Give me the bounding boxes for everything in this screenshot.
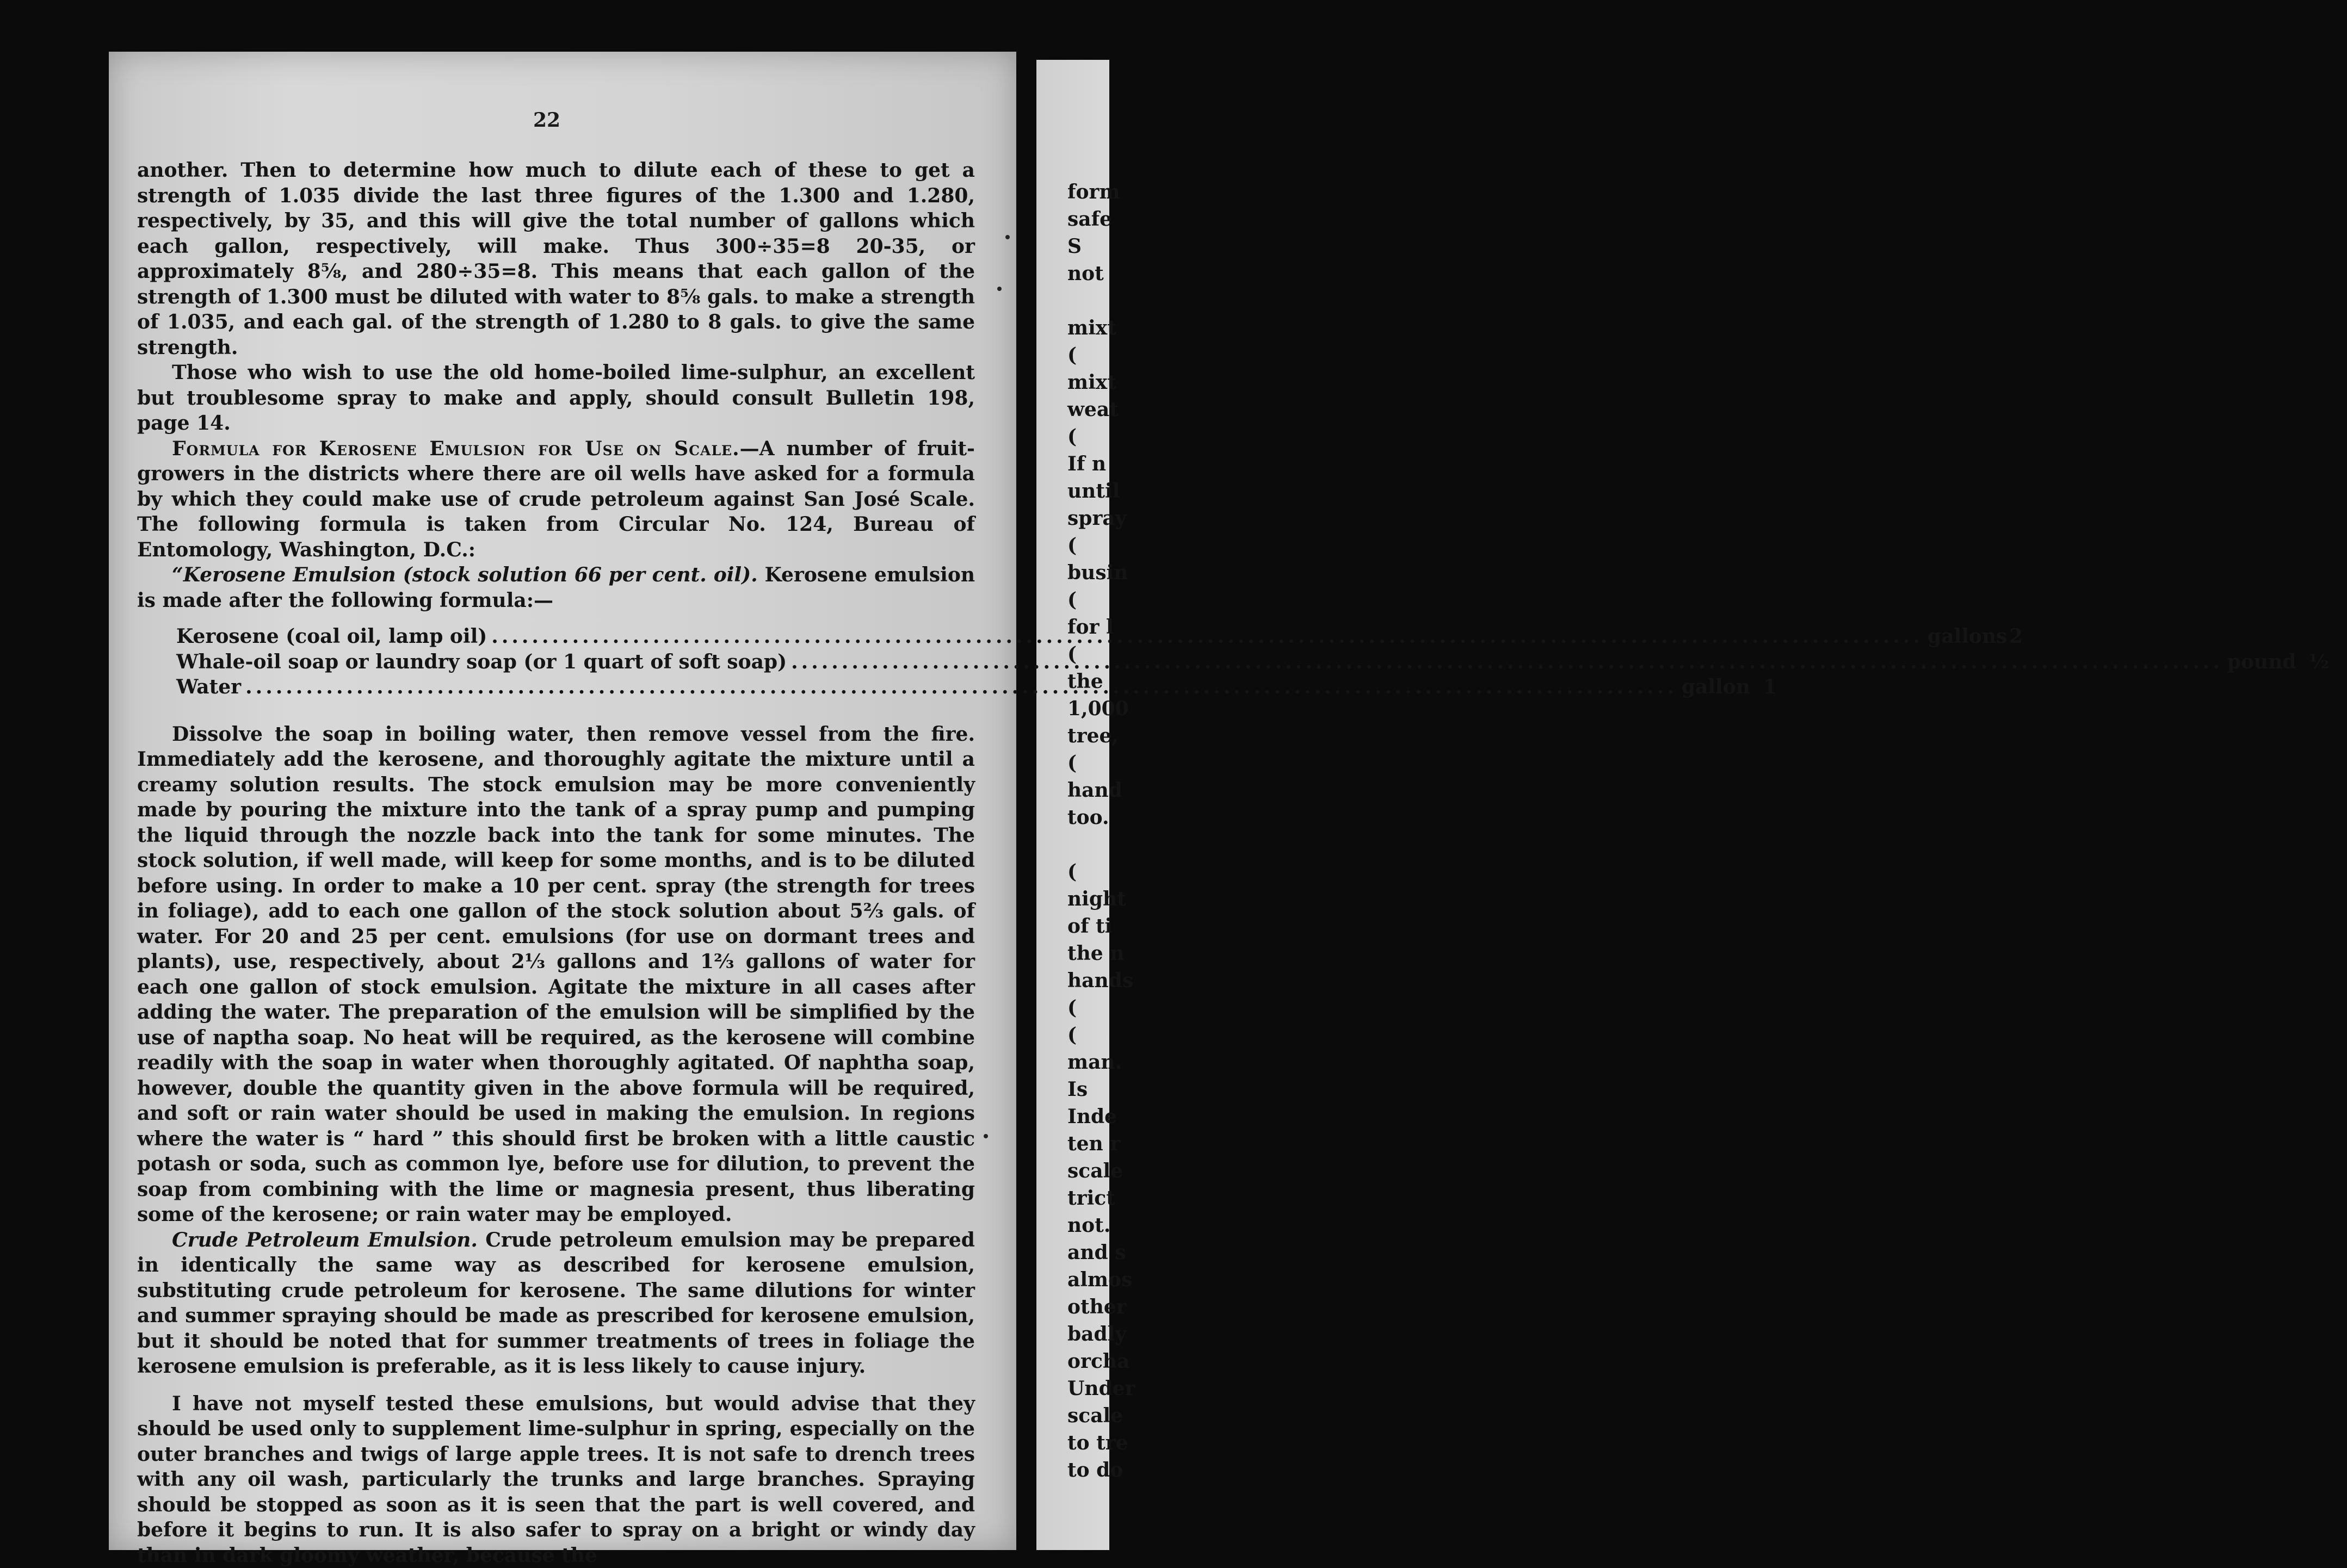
formula-qty: 1	[1763, 674, 1801, 700]
leader-dots	[245, 674, 1677, 700]
formula-list	[176, 624, 965, 700]
speck-mark	[984, 1134, 988, 1138]
formula-unit: pound	[2227, 649, 2309, 675]
paragraph-home-boiled: Those who wish to use the old home-boiled lime-sulphur, an excellent but troublesome spray to make and apply, should consult Bulletin 198, page 14.	[137, 360, 975, 436]
formula-item: Whale-oil soap or laundry soap (or 1 quart of soft soap)	[176, 649, 787, 675]
right-page-fragment: until	[1067, 479, 1120, 504]
formula-qty: 2	[2009, 624, 2047, 649]
right-page-fragment: (	[1067, 533, 1077, 558]
right-page-fragment: (	[1067, 642, 1077, 667]
right-page-fragment: hand	[1067, 778, 1122, 803]
formula-row	[176, 674, 965, 700]
right-page-fragment: not.	[1067, 1213, 1110, 1238]
right-page-fragment: other	[1067, 1294, 1127, 1319]
formula-row	[176, 624, 965, 649]
paragraph-dissolve: Dissolve the soap in boiling water, then remove vessel from the fire. Immediately add the kerosene, and thoroughly agitate the mixture until a creamy solution results. The stock emulsion may be more conveniently made by pouring the mixture into the tank of a spray pump and pumping the liquid through the nozzle back into the tank for some minutes. The stock solution, if well made, will keep for some months, and is to be diluted before using. In order to make a 10 per cent. spray (the strength for trees in foliage), add to each one gallon of the stock solution about 5⅔ gals. of water. For 20 and 25 per cent. emulsions (for use on dormant trees and plants), use, respectively, about 2⅓ gallons and 1⅔ gallons of water for each one gallon of stock emulsion. Agitate the mixture in all cases after adding the water. The preparation of the emulsion will be simplified by the use of naptha soap. No heat will be required, as the kerosene will combine readily with the soap in water when thoroughly agitated. Of naphtha soap, however, double the quantity given in the above formula will be required, and soft or rain water should be used in making the emulsion. In regions where the water is “ hard ” this should first be broken with a little caustic potash or soda, such as common lye, before use for dilution, to prevent the soap from combining with the lime or magnesia present, thus liberating some of the kerosene; or rain water may be employed.	[137, 722, 975, 1228]
right-page-fragment: Is	[1067, 1077, 1088, 1102]
right-page-fragment: man.	[1067, 1050, 1122, 1075]
section-heading-kerosene: Formula for Kerosene Emulsion for Use on Scale.	[172, 437, 740, 460]
right-page-fragment: mixt	[1067, 370, 1116, 395]
right-page-fragment: spray	[1067, 506, 1127, 531]
right-page-fragment: hands	[1067, 968, 1133, 993]
right-page-fragment: mixt	[1067, 315, 1116, 340]
leader-dots	[791, 649, 2223, 675]
right-page-fragment: busin	[1067, 560, 1128, 585]
formula-unit: gallons	[1928, 624, 2009, 649]
right-page-fragment: for l	[1067, 615, 1114, 640]
right-page-fragment: too.	[1067, 805, 1109, 830]
right-page-fragment: and s	[1067, 1240, 1126, 1265]
formula-unit: gallon	[1682, 674, 1763, 700]
right-page-fragment: the n	[1067, 941, 1124, 966]
right-page-fragment: tree,	[1067, 723, 1119, 748]
right-page-fragment: (	[1067, 587, 1077, 612]
paragraph-gap	[137, 1379, 975, 1391]
right-page-fragment: of ti	[1067, 914, 1112, 939]
right-page-fragment: weat	[1067, 397, 1119, 422]
right-page-fragment: (	[1067, 424, 1077, 449]
right-page-fragment: safe	[1067, 207, 1112, 232]
right-page-fragment: night	[1067, 887, 1126, 912]
right-page-fragment: ten r	[1067, 1131, 1120, 1156]
right-page-fragment: Under	[1067, 1376, 1135, 1401]
right-page-fragment: almos	[1067, 1267, 1132, 1292]
paragraph-oil-wells: growers in the districts where there are oil wells have asked for a formula by which they could make use of crude petroleum against San José Scale. The following formula is taken from Circular No. 124, Bureau of Entomology, Washington, D.C.:	[137, 462, 975, 561]
right-page-fragment: orcha	[1067, 1349, 1129, 1374]
right-page-fragment: S	[1067, 234, 1082, 259]
right-page-fragment: not	[1067, 261, 1104, 286]
leader-dots	[491, 624, 1923, 649]
right-page-fragment: badly	[1067, 1322, 1126, 1347]
section-heading-tail: —A number of fruit-	[740, 437, 975, 460]
paragraph-dilution: another. Then to determine how much to dilute each of these to get a strength of 1.035 divide the last three figures of the 1.300 and 1.280, respectively, by 35, and this will give the total number of gallons which each gallon, respectively, will make. Thus 300÷35=8 20-35, or approximately 8⅝, and 280÷35=8. This means that each gallon of the strength of 1.300 must be diluted with water to 8⅝ gals. to make a strength of 1.035, and each gal. of the strength of 1.280 to 8 gals. to give the same strength.	[137, 158, 975, 360]
paragraph-crude-petroleum	[137, 1228, 975, 1379]
formula-item: Water	[176, 674, 241, 700]
speck-mark	[1005, 235, 1010, 239]
paragraph-formula-heading	[137, 436, 975, 563]
paragraph-emulsion-intro	[137, 562, 975, 613]
paragraph-final: I have not myself tested these emulsions, but would advise that they should be used only to supplement lime-sulphur in spring, especially on the outer branches and twigs of large apple trees. It is not safe to drench trees with any oil wash, particularly the trunks and large branches. Spraying should be stopped as soon as it is seen that the part is well covered, and before it begins to run. It is also safer to spray on a bright or windy day than in dark gloomy weather, because the	[137, 1391, 975, 1568]
right-page-fragment: Inde	[1067, 1104, 1117, 1129]
right-page-fragment: the	[1067, 669, 1103, 694]
right-page-fragment: to tre	[1067, 1430, 1128, 1455]
formula-qty: ½	[2309, 649, 2347, 675]
crude-title: Crude Petroleum Emulsion.	[172, 1229, 478, 1251]
right-page-fragment: to do	[1067, 1458, 1123, 1483]
right-page-fragment: scale	[1067, 1158, 1123, 1183]
right-page-fragment: 1,000	[1067, 696, 1129, 721]
page-number: 22	[533, 109, 560, 132]
right-page-fragment: (	[1067, 751, 1077, 776]
page-body	[137, 158, 975, 1568]
emulsion-title: “Kerosene Emulsion (stock solution 66 per cent. oil).	[172, 563, 758, 586]
crude-text: Crude petroleum emulsion may be prepared in identically the same way as described for kerosene emulsion, substituting crude petroleum for kerosene. The same dilutions for winter and summer spraying should be made as prescribed for kerosene emulsion, but it should be noted that for summer treatments of trees in foliage the kerosene emulsion is preferable, as it is less likely to cause injury.	[137, 1229, 975, 1378]
right-page-fragment: If n	[1067, 451, 1106, 476]
right-page-fragment: trict	[1067, 1186, 1115, 1211]
formula-item: Kerosene (coal oil, lamp oil)	[176, 624, 487, 649]
speck-mark	[997, 287, 1002, 291]
right-page-fragment: scale	[1067, 1403, 1123, 1428]
right-page-fragment: (	[1067, 343, 1077, 368]
emulsion-intro-text: Kerosene emulsion is made after the following formula:—	[137, 563, 975, 612]
right-page-fragment: form	[1067, 179, 1120, 204]
right-page-fragment: (	[1067, 995, 1077, 1020]
right-page-fragment: (	[1067, 1022, 1077, 1048]
formula-row	[176, 649, 965, 675]
right-page-fragment: (	[1067, 859, 1077, 884]
